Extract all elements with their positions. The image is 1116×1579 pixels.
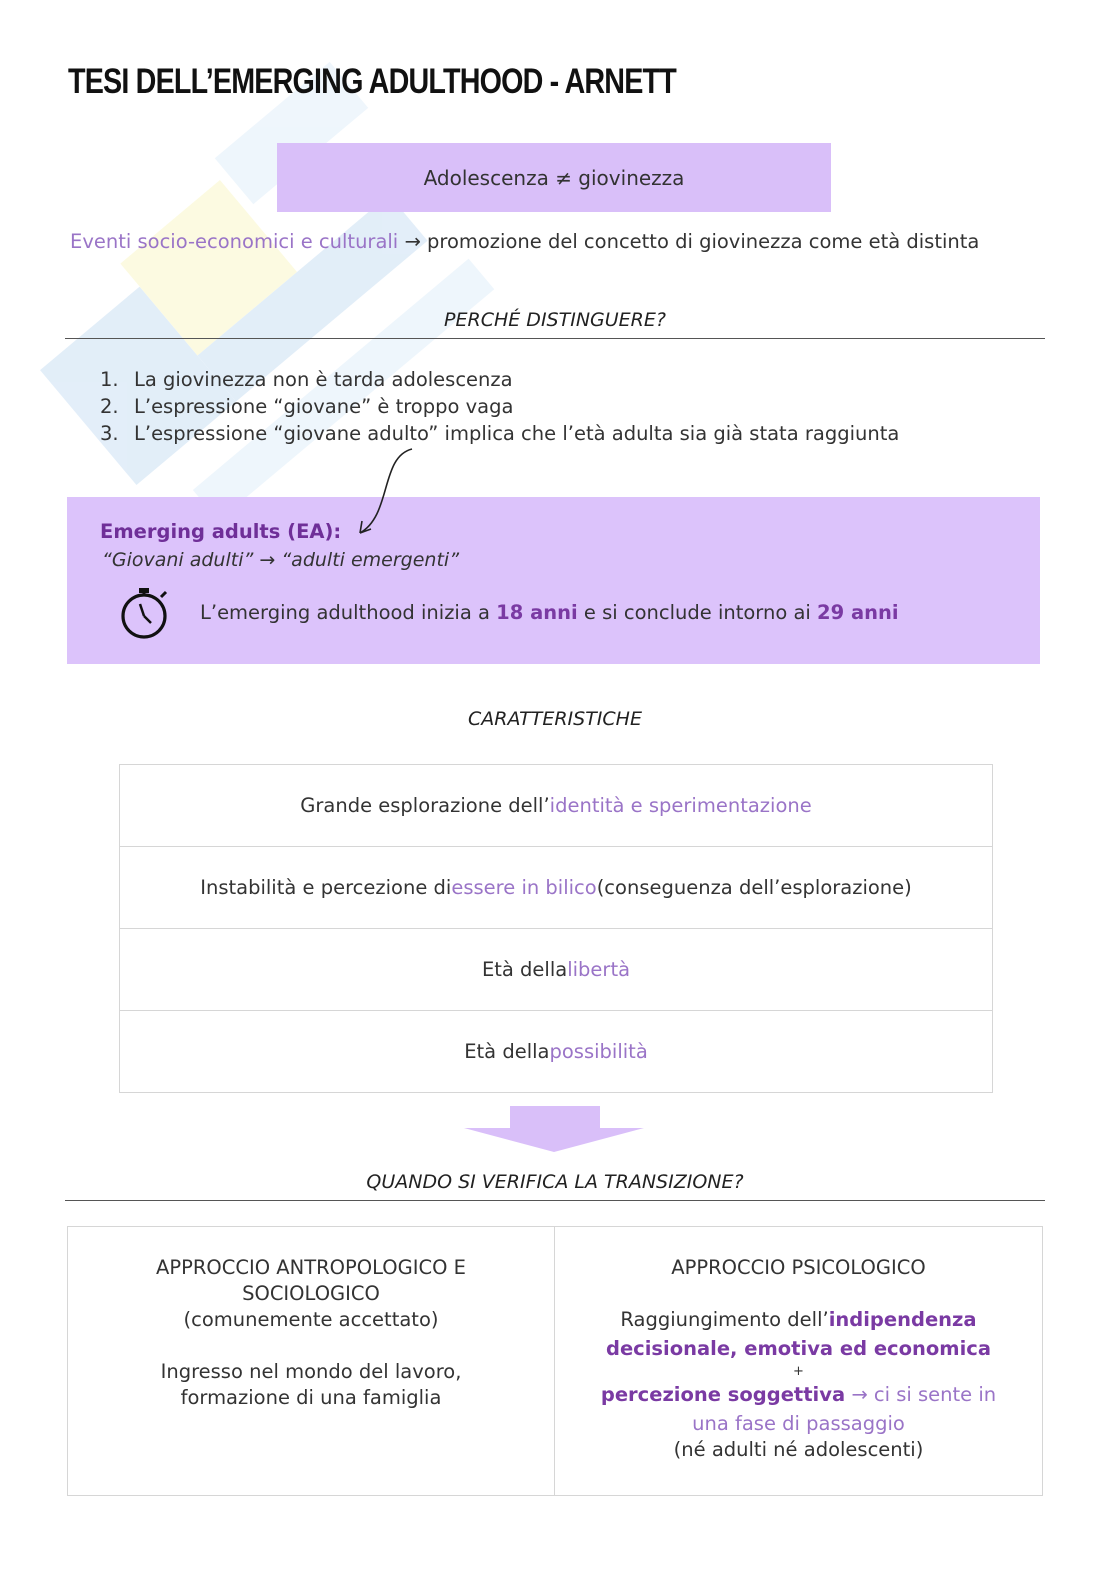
perche-heading: PERCHÉ DISTINGUERE?: [444, 309, 666, 331]
transizione-heading: QUANDO SI VERIFICA LA TRANSIZIONE?: [366, 1171, 744, 1193]
table-row: Grande esplorazione dell’ identità e sperimentazione: [120, 765, 992, 847]
transizione-divider: [65, 1200, 1045, 1201]
eventi-line: [70, 230, 979, 253]
stopwatch-icon: [118, 585, 172, 641]
approccio-antropologico-cell: APPROCCIO ANTROPOLOGICO E SOCIOLOGICO (comunemente accettato) Ingresso nel mondo del lavoro, formazione di una famiglia: [68, 1227, 555, 1495]
caratteristiche-heading: CARATTERISTICHE: [468, 708, 642, 730]
arrow-right-icon: →: [851, 1383, 868, 1406]
ea-duration-text: L’emerging adulthood inizia a 18 anni e si conclude intorno ai 29 anni: [200, 601, 899, 624]
ea-subtitle: “Giovani adulti” → “adulti emergenti”: [102, 549, 460, 571]
perche-divider: [65, 338, 1045, 339]
arrow-right-icon: →: [259, 549, 276, 571]
curved-arrow-icon: [340, 445, 430, 545]
age-start: 18 anni: [496, 601, 578, 624]
promozione-text: promozione del concetto di giovinezza come età distinta: [426, 230, 980, 253]
list-item: 2. L’espressione “giovane” è troppo vaga: [100, 395, 514, 418]
page-title: TESI DELL’EMERGING ADULTHOOD - ARNETT: [68, 62, 676, 101]
list-item: 3. L’espressione “giovane adulto” implica che l’età adulta sia già stata raggiunta: [100, 422, 900, 445]
down-arrow-icon: [464, 1106, 644, 1152]
reasons-list: [100, 366, 899, 447]
table-row: Età della libertà: [120, 929, 992, 1011]
eventi-label: Eventi socio-economici e culturali: [70, 230, 399, 253]
adolescenza-text: Adolescenza ≠ giovinezza: [423, 165, 685, 190]
list-item: 1. La giovinezza non è tarda adolescenza: [100, 368, 513, 391]
table-row: Età della possibilità: [464, 1040, 648, 1063]
ea-title: Emerging adults (EA):: [100, 520, 342, 543]
table-row: Instabilità e percezione di essere in bilico (conseguenza dell’esplorazione): [120, 847, 992, 929]
approccio-psicologico-cell: APPROCCIO PSICOLOGICO Raggiungimento dell’indipendenza decisionale, emotiva ed economica + percezione soggettiva → ci si sente in una fase di passaggio (né adulti né adolescenti): [600, 1256, 997, 1461]
arrow-right-icon: →: [404, 230, 421, 253]
adolescenza-box: [277, 143, 831, 212]
approcci-table: [67, 1226, 1043, 1496]
age-end: 29 anni: [817, 601, 899, 624]
caratteristiche-table: [119, 764, 993, 1093]
